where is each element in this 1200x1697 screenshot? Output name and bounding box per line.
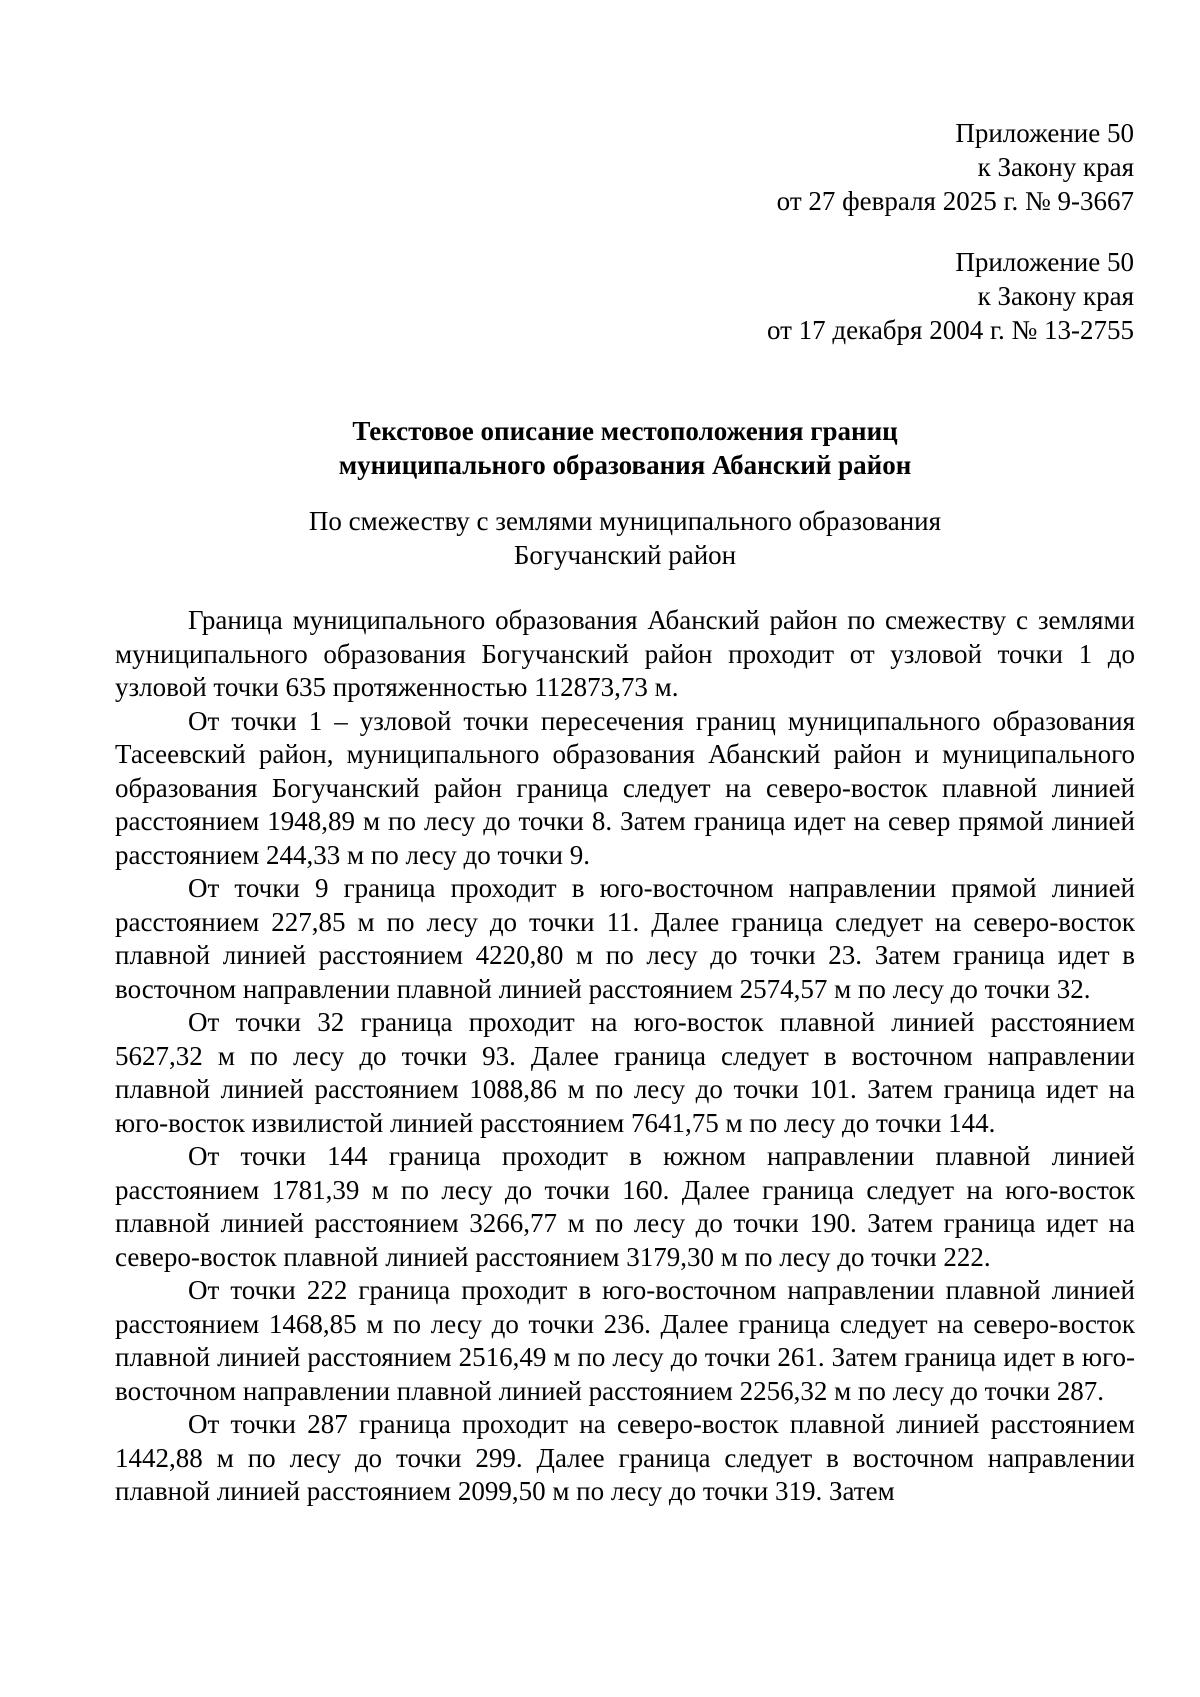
- body-paragraph: От точки 32 граница проходит на юго-восток плавной линией расстоянием 5627,32 м по лесу до точки 93. Далее граница следует в восточном направлении плавной линией расстоянием 1088,86 м по лесу до точки 101. Затем граница идет на юго-восток извилистой линией расстоянием 7641,75 м по лесу до точки 144.: [115, 1007, 1135, 1138]
- body-paragraph: От точки 1 – узловой точки пересечения границ муниципального образования Тасеевский район, муниципального образования Абанский район и муниципального образования Богучанский район граница следует на северо-восток плавной линией расстоянием 1948,89 м по лесу до точки 8. Затем граница идет на север прямой линией расстоянием 244,33 м по лесу до точки 9.: [115, 705, 1135, 870]
- appendix-number: Приложение 50: [955, 118, 1134, 148]
- document-title: [115, 414, 1135, 482]
- body-paragraph: От точки 9 граница проходит в юго-восточном направлении прямой линией расстоянием 227,85 м по лесу до точки 11. Далее граница следует на северо-восток плавной линией расстоянием 4220,80 м по лесу до точки 23. Затем граница идет в восточном направлении плавной линией расстоянием 2574,57 м по лесу до точки 32.: [115, 873, 1135, 1004]
- appendix-law-date: от 27 февраля 2025 г. № 9-3667: [776, 186, 1134, 216]
- appendix-header-current: [777, 116, 1134, 218]
- body-paragraph: От точки 222 граница проходит в юго-восточном направлении плавной линией расстоянием 1468,85 м по лесу до точки 236. Далее граница следует на северо-восток плавной линией расстоянием 2516,49 м по лесу до точки 261. Затем граница идет в юго-восточном направлении плавной линией расстоянием 2256,32 м по лесу до точки 287.: [115, 1275, 1135, 1406]
- appendix-number: Приложение 50: [955, 247, 1134, 277]
- document-title-line: Текстовое описание местоположения границ: [352, 416, 898, 446]
- appendix-law-ref: к Закону края: [977, 281, 1134, 311]
- body-paragraph: Граница муниципального образования Абанский район по смежеству с землями муниципального образования Богучанский район проходит от узловой точки 1 до узловой точки 635 протяженностью 112873,73 м.: [115, 605, 1135, 702]
- body-paragraph: От точки 287 граница проходит на северо-восток плавной линией расстоянием 1442,88 м по лесу до точки 299. Далее граница следует в восточном направлении плавной линией расстоянием 2099,50 м по лесу до точки 319. Затем: [115, 1409, 1135, 1506]
- appendix-law-ref: к Закону края: [977, 152, 1134, 182]
- document-body: [115, 604, 1135, 1509]
- section-heading-line: Богучанский район: [513, 540, 737, 570]
- section-heading-line: По смежеству с землями муниципального образования: [308, 506, 942, 536]
- body-paragraph: От точки 144 граница проходит в южном направлении плавной линией расстоянием 1781,39 м по лесу до точки 160. Далее граница следует на юго-восток плавной линией расстоянием 3266,77 м по лесу до точки 190. Затем граница идет на северо-восток плавной линией расстоянием 3179,30 м по лесу до точки 222.: [115, 1141, 1135, 1272]
- section-heading: [115, 504, 1135, 572]
- appendix-law-date: от 17 декабря 2004 г. № 13-2755: [766, 315, 1134, 345]
- appendix-header-original: [767, 245, 1134, 347]
- document-title-line: муниципального образования Абанский район: [338, 450, 912, 480]
